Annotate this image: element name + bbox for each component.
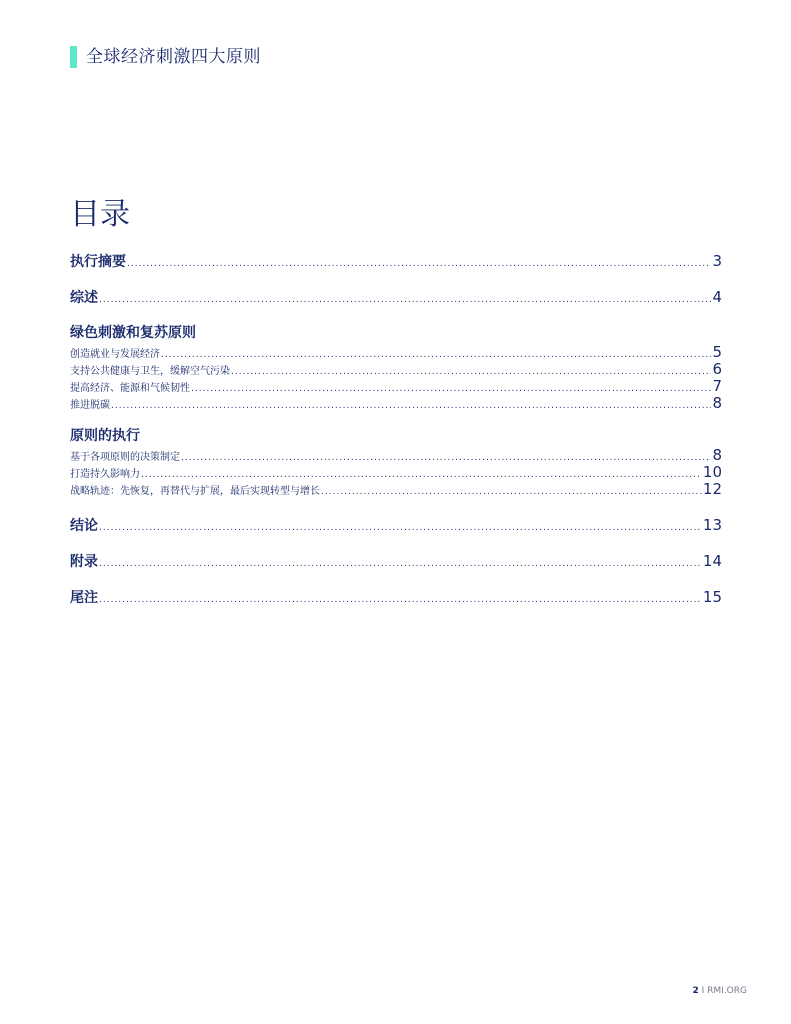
page-title: 目录 xyxy=(70,197,130,233)
toc-page-number: 8 xyxy=(712,394,722,412)
toc-leader-dots xyxy=(99,519,702,537)
toc-page-number: 15 xyxy=(702,588,722,606)
toc-subentry[interactable] xyxy=(70,481,722,498)
toc-entry-endnotes[interactable] xyxy=(70,588,722,606)
toc-entry-label: 创造就业与发展经济 xyxy=(70,349,160,360)
footer-separator: I xyxy=(698,986,708,996)
toc-subentry[interactable] xyxy=(70,395,722,412)
toc-entry-overview[interactable] xyxy=(70,288,722,306)
toc-entry-appendix[interactable] xyxy=(70,552,722,570)
toc-entry-label: 推进脱碳 xyxy=(70,400,110,411)
toc-entry-label: 尾注 xyxy=(70,590,98,606)
toc-page-number: 10 xyxy=(702,463,722,481)
toc-section-implementation[interactable]: 原则的执行 xyxy=(70,428,140,444)
toc-leader-dots xyxy=(99,555,702,573)
toc-entry-label: 打造持久影响力 xyxy=(70,469,140,480)
toc-page-number: 7 xyxy=(712,377,722,395)
toc-page-number: 13 xyxy=(702,516,722,534)
footer-site[interactable]: RMI.ORG xyxy=(707,986,747,996)
toc-leader-dots xyxy=(231,364,711,381)
toc-entry-label: 结论 xyxy=(70,518,98,534)
toc-page-number: 6 xyxy=(712,360,722,378)
toc-page-number: 12 xyxy=(702,480,722,498)
toc-page-number: 4 xyxy=(712,288,722,306)
toc-subentry[interactable] xyxy=(70,361,722,378)
toc-leader-dots xyxy=(191,381,711,398)
toc-entry-label: 提高经济、能源和气候韧性 xyxy=(70,383,190,394)
page-footer xyxy=(692,985,747,997)
toc-leader-dots xyxy=(321,484,702,501)
toc-page-number: 3 xyxy=(712,252,722,270)
toc-subentry[interactable] xyxy=(70,378,722,395)
table-of-contents xyxy=(70,252,722,606)
toc-leader-dots xyxy=(99,291,711,309)
toc-leader-dots xyxy=(181,450,711,467)
document-title: 全球经济刺激四大原则 xyxy=(86,47,261,67)
toc-subentry[interactable] xyxy=(70,447,722,464)
toc-entry-label: 附录 xyxy=(70,554,98,570)
toc-page-number: 8 xyxy=(712,446,722,464)
toc-leader-dots xyxy=(111,398,711,415)
toc-entry-conclusion[interactable] xyxy=(70,516,722,534)
header-accent-bar xyxy=(70,46,77,68)
toc-entry-label: 支持公共健康与卫生，缓解空气污染 xyxy=(70,366,230,377)
toc-entry-label: 战略轨迹：先恢复，再替代与扩展，最后实现转型与增长 xyxy=(70,486,320,497)
toc-entry-label: 基于各项原则的决策制定 xyxy=(70,452,180,463)
toc-subentry[interactable] xyxy=(70,464,722,481)
toc-subentry[interactable] xyxy=(70,344,722,361)
toc-entry-label: 执行摘要 xyxy=(70,254,126,270)
toc-section-green-stimulus[interactable]: 绿色刺激和复苏原则 xyxy=(70,325,196,341)
footer-page-number: 2 xyxy=(692,986,699,996)
toc-leader-dots xyxy=(161,347,711,364)
toc-leader-dots xyxy=(99,591,702,609)
toc-leader-dots xyxy=(127,255,711,273)
toc-leader-dots xyxy=(141,467,702,484)
toc-entry-executive-summary[interactable] xyxy=(70,252,722,270)
toc-page-number: 14 xyxy=(702,552,722,570)
toc-page-number: 5 xyxy=(712,343,722,361)
toc-entry-label: 综述 xyxy=(70,290,98,306)
